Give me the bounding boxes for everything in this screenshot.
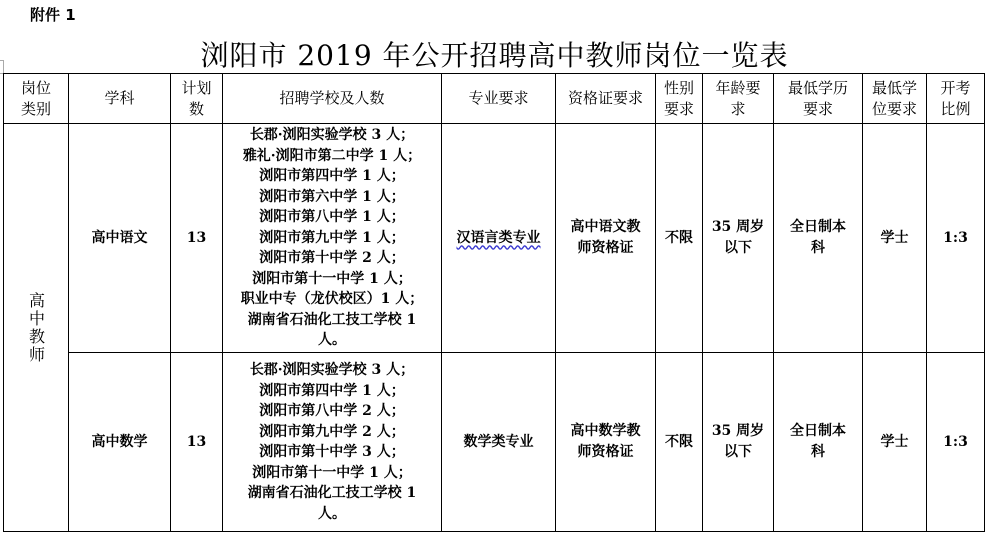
header-planned: 计划 数 (171, 74, 223, 124)
ratio-cell: 1:3 (927, 353, 985, 532)
degree-cell: 学士 (863, 124, 927, 353)
header-degree: 最低学 位要求 (863, 74, 927, 124)
category-cell: 高中教师 (4, 124, 69, 532)
age-cell: 35 周岁 以下 (703, 124, 774, 353)
age-cell: 35 周岁 以下 (703, 353, 774, 532)
header-certificate: 资格证要求 (556, 74, 656, 124)
table-row (4, 353, 985, 532)
planned-cell: 13 (171, 353, 223, 532)
certificate-cell: 高中语文教 师资格证 (556, 124, 656, 353)
certificate-cell: 高中数学教 师资格证 (556, 353, 656, 532)
page-title: 浏阳市 2019 年公开招聘高中教师岗位一览表 (200, 39, 789, 72)
education-cell: 全日制本 科 (774, 353, 863, 532)
header-schools: 招聘学校及人数 (223, 74, 442, 124)
subject-cell: 高中语文 (69, 124, 171, 353)
gender-cell: 不限 (656, 353, 703, 532)
gender-cell: 不限 (656, 124, 703, 353)
education-cell: 全日制本 科 (774, 124, 863, 353)
schools-cell: 长郡·浏阳实验学校 3 人； 雅礼·浏阳市第二中学 1 人； 浏阳市第四中学 1 人； 浏阳市第六中学 1 人； 浏阳市第八中学 1 人； 浏阳市第九中学 1 人； 浏阳市第十中学 2 人； 浏阳市第十一中学 1 人； 职业中专（龙伏校区）1 人； 湖南省石油化工技工学校 1 人。 (223, 124, 442, 353)
ratio-cell: 1:3 (927, 124, 985, 353)
table-row (4, 124, 985, 353)
header-subject: 学科 (69, 74, 171, 124)
schools-cell: 长郡·浏阳实验学校 3 人； 浏阳市第四中学 1 人； 浏阳市第八中学 2 人； 浏阳市第九中学 2 人； 浏阳市第十中学 3 人； 浏阳市第十一中学 1 人； 湖南省石油化工技工学校 1 人。 (223, 353, 442, 532)
degree-cell: 学士 (863, 353, 927, 532)
major-cell: 数学类专业 (442, 353, 556, 532)
header-age: 年龄要 求 (703, 74, 774, 124)
planned-cell: 13 (171, 124, 223, 353)
spellcheck-underline: 汉语言类专业 (456, 229, 541, 246)
header-row (4, 74, 985, 124)
header-major: 专业要求 (442, 74, 556, 124)
header-category: 岗位 类别 (4, 74, 69, 124)
header-education: 最低学历 要求 (774, 74, 863, 124)
attachment-label: 附件 1 (30, 6, 76, 24)
recruitment-table (3, 73, 985, 532)
header-gender: 性别 要求 (656, 74, 703, 124)
major-cell (442, 124, 556, 353)
header-ratio: 开考 比例 (927, 74, 985, 124)
subject-cell: 高中数学 (69, 353, 171, 532)
